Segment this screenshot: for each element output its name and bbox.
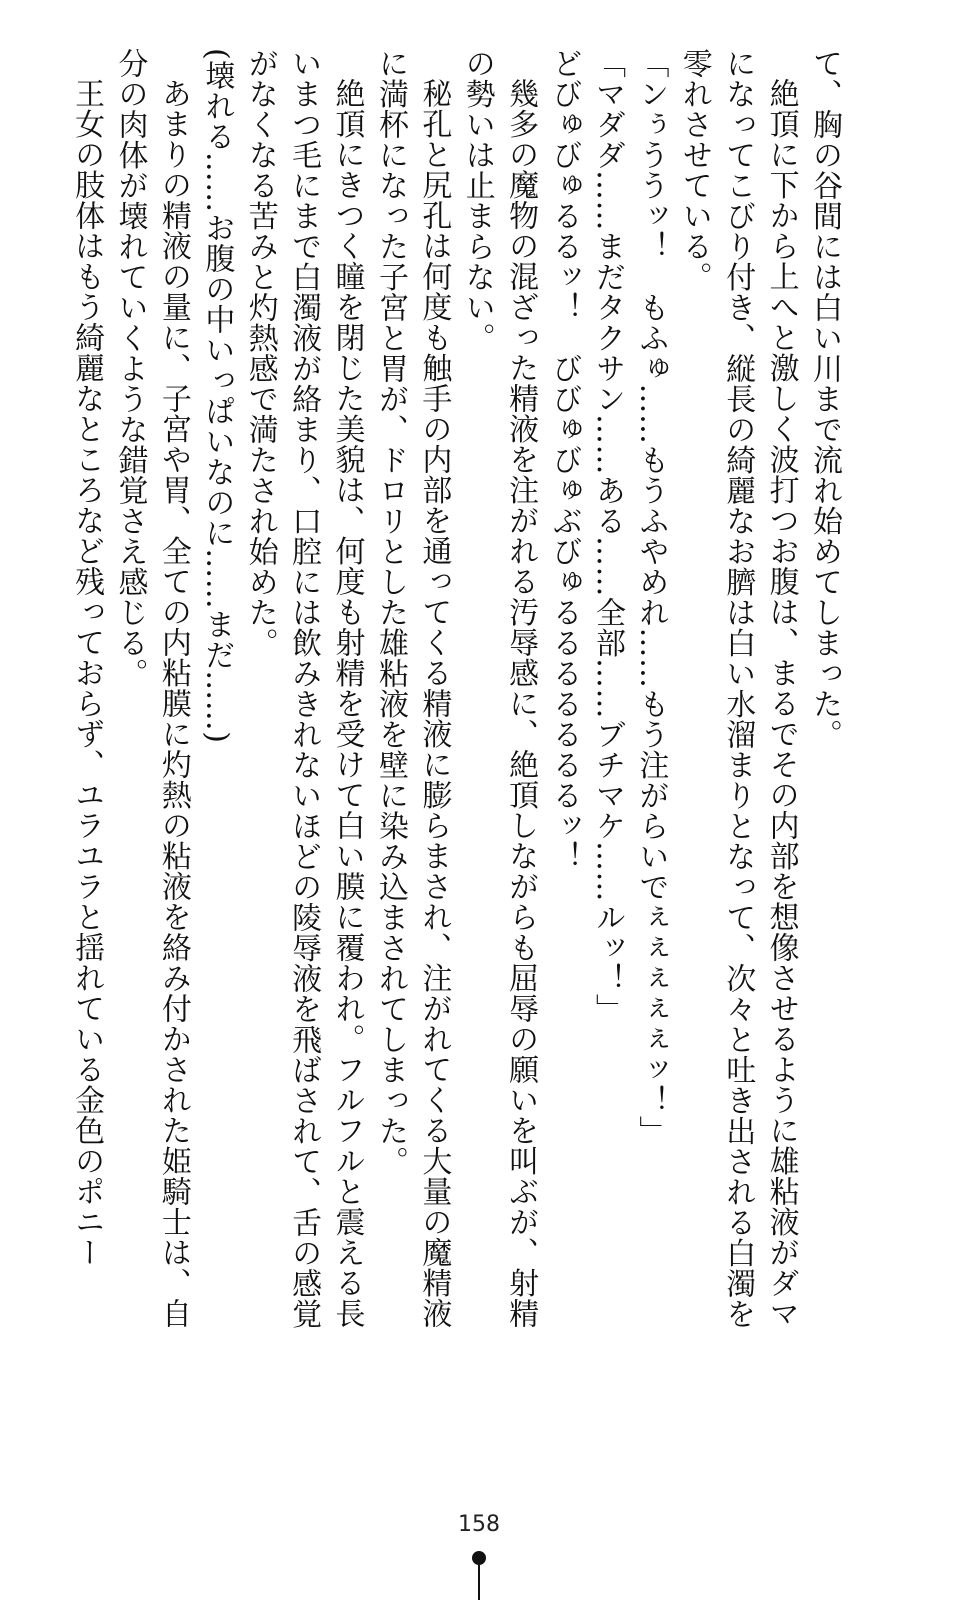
page-marker-dot <box>472 1551 486 1565</box>
paragraph-1: て、胸の谷間には白い川まで流れ始めてしまった。 <box>807 48 842 750</box>
paragraph-3: 幾多の魔物の混ざった精液を注がれる汚辱感に、絶頂しながらも屈辱の願いを叫ぶが、射精の勢いは止まらない。 <box>459 48 539 1329</box>
paragraph-5: 絶頂にきつく瞳を閉じた美貌は、何度も射精を受けて白い膜に覆われ。フルフルと震える長いまつ毛にまで白濁液が絡まり、口腔には飲みきれないほどの陵辱液を飛ばされて、舌の感覚がなくなる苦みと灼熱感で満たされ始めた。 <box>242 48 365 1329</box>
sound-effect-line: どびゅびゅるるッ！ びびゅびゅぶびゅるるるるるるるッ！ <box>546 48 582 872</box>
inner-thought: (壊れる……お腹の中いっぱいなのに……まだ……) <box>199 48 235 744</box>
page-number: 158 <box>458 1512 500 1537</box>
page-marker-line <box>478 1565 480 1600</box>
paragraph-2: 絶頂に下から上へと激しく波打つお腹は、まるでその内部を想像させるように雄粘液がダマになってこびり付き、縦長の綺麗なお臍は白い水溜まりとなって、次々と吐き出される白濁を零れさせている。 <box>676 48 799 1329</box>
paragraph-7: 王女の肢体はもう綺麗なところなど残っておらず、ユラユラと揺れている金色のポニー <box>69 78 105 1268</box>
paragraph-6: あまりの精液の量に、子宮や胃、全ての内粘膜に灼熱の粘液を絡み付かされた姫騎士は、自分の肉体が壊れていくような錯覚さえ感じる。 <box>112 48 191 1329</box>
dialogue-2: 「マダダ……まだタクサン……ある……全部……ブチマケ……ルッ！」 <box>589 48 625 1024</box>
paragraph-4: 秘孔と尻孔は何度も触手の内部を通ってくる精液に膨らまされ、注がれてくる大量の魔精液に満杯になった子宮と胃が、ドロリとした雄粘液を壁に染み込まされてしまった。 <box>372 48 452 1329</box>
vertical-text-body <box>69 48 846 1338</box>
dialogue-1: 「ンぅううッ！ もふゅ……もうふやめれ……もう注がらいでぇぇぇぇぇッ！」 <box>633 48 669 1146</box>
